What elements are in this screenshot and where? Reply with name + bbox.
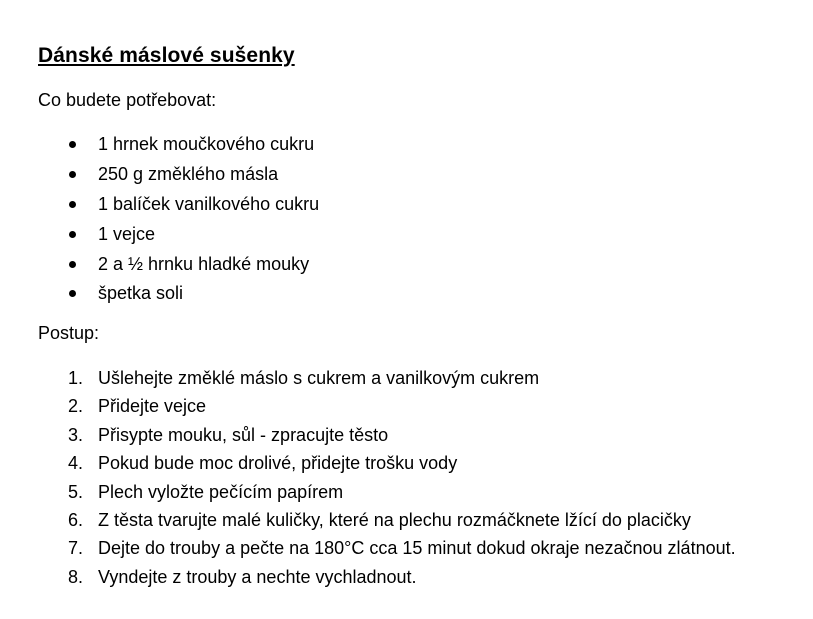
bullet-icon (69, 231, 76, 238)
steps-list (38, 365, 736, 592)
step-item (38, 535, 736, 563)
ingredient-text: 1 balíček vanilkového cukru (98, 193, 320, 214)
ingredient-text: 2 a ½ hrnku hladké mouky (98, 253, 310, 274)
step-text: Ušlehejte změklé máslo s cukrem a vanilkovým cukrem (98, 368, 540, 388)
ingredient-item (38, 161, 319, 191)
bullet-icon (69, 290, 76, 297)
ingredient-item (38, 191, 319, 221)
ingredient-text: špetka soli (98, 283, 184, 304)
step-text: Z těsta tvarujte malé kuličky, které na plechu rozmáčknete lžící do placičky (98, 509, 691, 530)
step-text: Vyndejte z trouby a nechte vychladnout. (98, 566, 417, 587)
step-text: Dejte do trouby a pečte na 180°C cca 15 minut dokud okraje nezačnou zlátnout. (98, 538, 736, 559)
step-item (38, 393, 736, 421)
ingredients-list (38, 131, 319, 310)
step-text: Pokud bude moc drolivé, přidejte trošku vody (98, 453, 458, 474)
step-text: Přisypte mouku, sůl - zpracujte těsto (98, 424, 389, 445)
bullet-icon (69, 171, 76, 178)
step-number: 7. (68, 538, 84, 559)
ingredient-item (38, 221, 319, 251)
bullet-icon (69, 201, 76, 208)
step-number: 1. (68, 368, 84, 388)
ingredients-heading: Co budete potřebovat: (38, 90, 217, 110)
step-number: 4. (68, 453, 84, 474)
step-item (38, 479, 736, 507)
step-number: 8. (68, 566, 84, 587)
steps-heading: Postup: (38, 323, 100, 343)
ingredient-text: 1 vejce (98, 223, 156, 244)
ingredient-text: 250 g změklého másla (98, 163, 279, 184)
step-item (38, 450, 736, 478)
step-item (38, 507, 736, 535)
step-number: 3. (68, 424, 84, 445)
bullet-icon (69, 261, 76, 268)
step-item (38, 365, 736, 393)
bullet-icon (69, 141, 76, 148)
ingredient-text: 1 hrnek moučkového cukru (98, 134, 315, 154)
ingredient-item (38, 251, 319, 281)
step-number: 2. (68, 396, 84, 417)
step-item (38, 564, 736, 592)
step-text: Plech vyložte pečícím papírem (98, 481, 344, 502)
ingredient-item (38, 131, 319, 161)
step-number: 5. (68, 481, 84, 502)
ingredient-item (38, 280, 319, 310)
step-number: 6. (68, 509, 84, 530)
step-item (38, 422, 736, 450)
recipe-title: Dánské máslové sušenky (38, 44, 295, 67)
step-text: Přidejte vejce (98, 396, 207, 417)
